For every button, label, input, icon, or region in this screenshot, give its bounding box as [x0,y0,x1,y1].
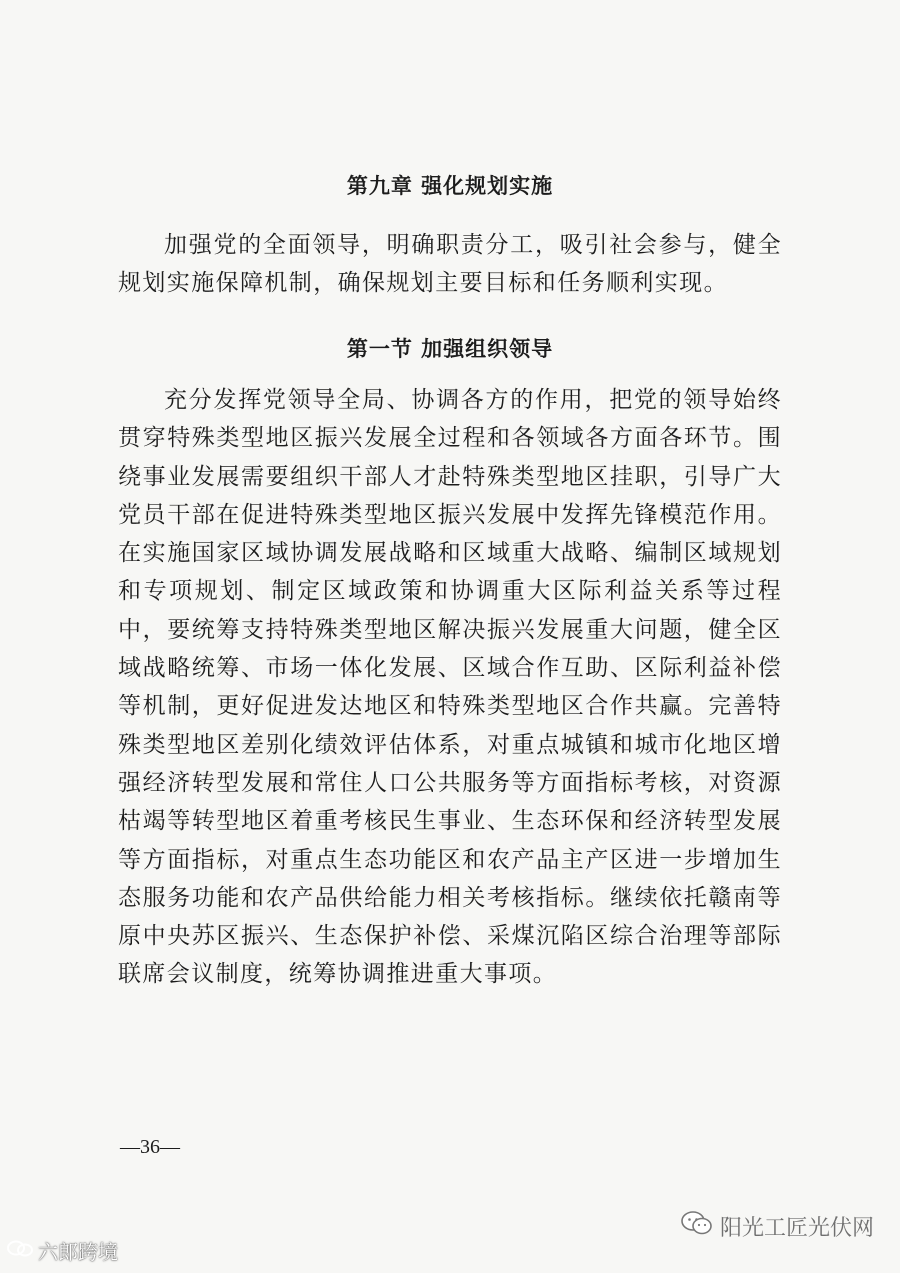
watermark-right-text: 阳光工匠光伏网 [719,1215,874,1241]
wechat-icon [680,1209,720,1243]
watermark-left-text: 六郎跨境 [38,1240,118,1264]
intro-paragraph: 加强党的全面领导，明确职责分工，吸引社会参与，健全规划实施保障机制，确保规划主要目标和任务顺利实现。 [118,232,782,297]
wechat-logo-icon [6,1238,38,1263]
watermark-left [6,1236,118,1265]
chapter-title: 第九章 强化规划实施 [346,174,554,198]
body-paragraph: 充分发挥党领导全局、协调各方的作用，把党的领导始终贯穿特殊类型地区振兴发展全过程和各领域各方面各环节。围绕事业发展需要组织干部人才赴特殊类型地区挂职，引导广大党员干部在促进特殊类型地区振兴发展中发挥先锋模范作用。在实施国家区域协调发展战略和区域重大战略、编制区域规划和专项规划、制定区域政策和协调重大区际利益关系等过程中，要统筹支持特殊类型地区解决振兴发展重大问题，健全区域战略统筹、市场一体化发展、区域合作互助、区际利益补偿等机制，更好促进发达地区和特殊类型地区合作共赢。完善特殊类型地区差别化绩效评估体系，对重点城镇和城市化地区增强经济转型发展和常住人口公共服务等方面指标考核，对资源枯竭等转型地区着重考核民生事业、生态环保和经济转型发展等方面指标，对重点生态功能区和农产品主产区进一步增加生态服务功能和农产品供给能力相关考核指标。继续依托赣南等原中央苏区振兴、生态保护补偿、采煤沉陷区综合治理等部际联席会议制度，统筹协调推进重大事项。 [118,387,782,988]
page-number: —36— [120,1136,180,1158]
section-title: 第一节 加强组织领导 [346,336,554,361]
watermark-right [680,1209,874,1243]
